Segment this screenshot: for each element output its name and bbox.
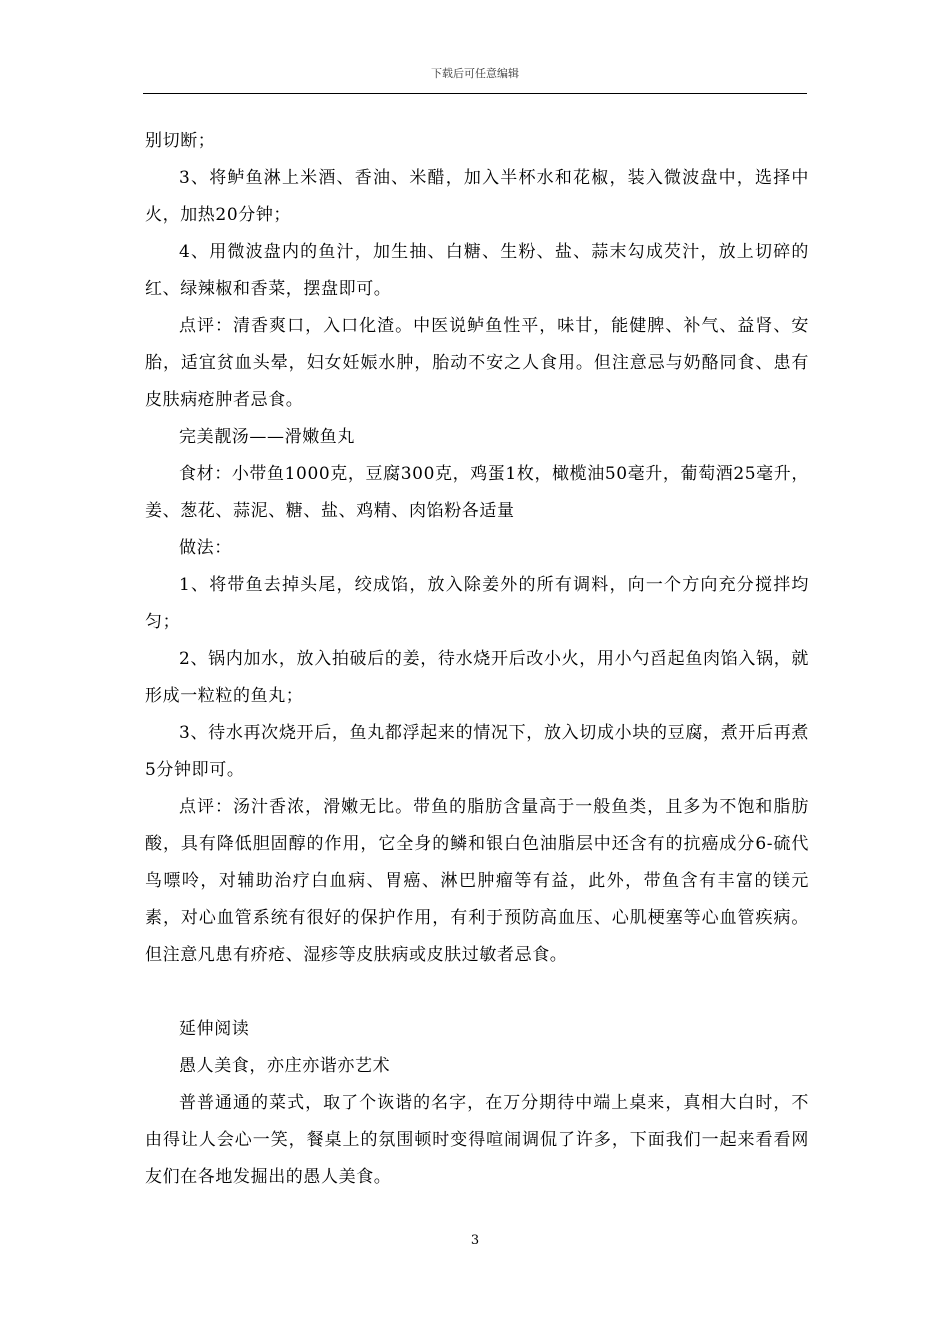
step-2-paragraph: 2、锅内加水，放入拍破后的姜，待水烧开后改小火，用小勺舀起鱼肉馅入锅，就形成一粒粒的鱼丸；	[145, 649, 809, 706]
intro-paragraph: 普普通通的菜式，取了个诙谐的名字，在万分期待中端上桌来，真相大白时，不由得让人会心一笑，餐桌上的氛围顿时变得喧闹调侃了许多，下面我们一起来看看网友们在各地发掘出的愚人美食。	[145, 1093, 809, 1187]
document-body	[145, 123, 809, 1196]
step-3b-paragraph: 3、待水再次烧开后，鱼丸都浮起来的情况下，放入切成小块的豆腐，煮开后再煮5分钟即可。	[145, 723, 809, 780]
step-1-paragraph: 1、将带鱼去掉头尾，绞成馅，放入除姜外的所有调料，向一个方向充分搅拌均匀；	[145, 575, 809, 632]
header-rule	[143, 93, 807, 94]
method-heading: 做法：	[179, 538, 232, 558]
page-header: 下载后可任意编辑	[431, 67, 519, 80]
review-paragraph: 点评：清香爽口，入口化渣。中医说鲈鱼性平，味甘，能健脾、补气、益肾、安胎，适宜贫血头晕，妇女妊娠水肿，胎动不安之人食用。但注意忌与奶酪同食、患有皮肤病疮肿者忌食。	[145, 316, 809, 410]
review-paragraph-2: 点评：汤汁香浓，滑嫩无比。带鱼的脂肪含量高于一般鱼类，且多为不饱和脂肪酸，具有降低胆固醇的作用，它全身的鳞和银白色油脂层中还含有的抗癌成分6-硫代鸟嘌呤，对辅助治疗白血病、胃癌、淋巴肿瘤等有益，此外，带鱼含有丰富的镁元素，对心血管系统有很好的保护作用，有利于预防高血压、心肌梗塞等心血管疾病。但注意凡患有疥疮、湿疹等皮肤病或皮肤过敏者忌食。	[145, 797, 809, 965]
paragraph-continuation: 别切断；	[145, 131, 216, 151]
recipe-title: 完美靓汤——滑嫩鱼丸	[179, 427, 355, 447]
step-4-paragraph: 4、用微波盘内的鱼汁，加生抽、白糖、生粉、盐、蒜末勾成芡汁，放上切碎的红、绿辣椒和香菜，摆盘即可。	[145, 242, 809, 299]
step-3-paragraph: 3、将鲈鱼淋上米酒、香油、米醋，加入半杯水和花椒，装入微波盘中，选择中火，加热20分钟；	[145, 168, 809, 225]
section-title: 愚人美食，亦庄亦谐亦艺术	[179, 1056, 391, 1076]
page-number: 3	[470, 1233, 480, 1248]
ingredients-paragraph: 食材：小带鱼1000克，豆腐300克，鸡蛋1枚，橄榄油50毫升，葡萄酒25毫升，姜、葱花、蒜泥、糖、盐、鸡精、肉馅粉各适量	[145, 464, 809, 521]
extended-reading-heading: 延伸阅读	[179, 1019, 250, 1039]
